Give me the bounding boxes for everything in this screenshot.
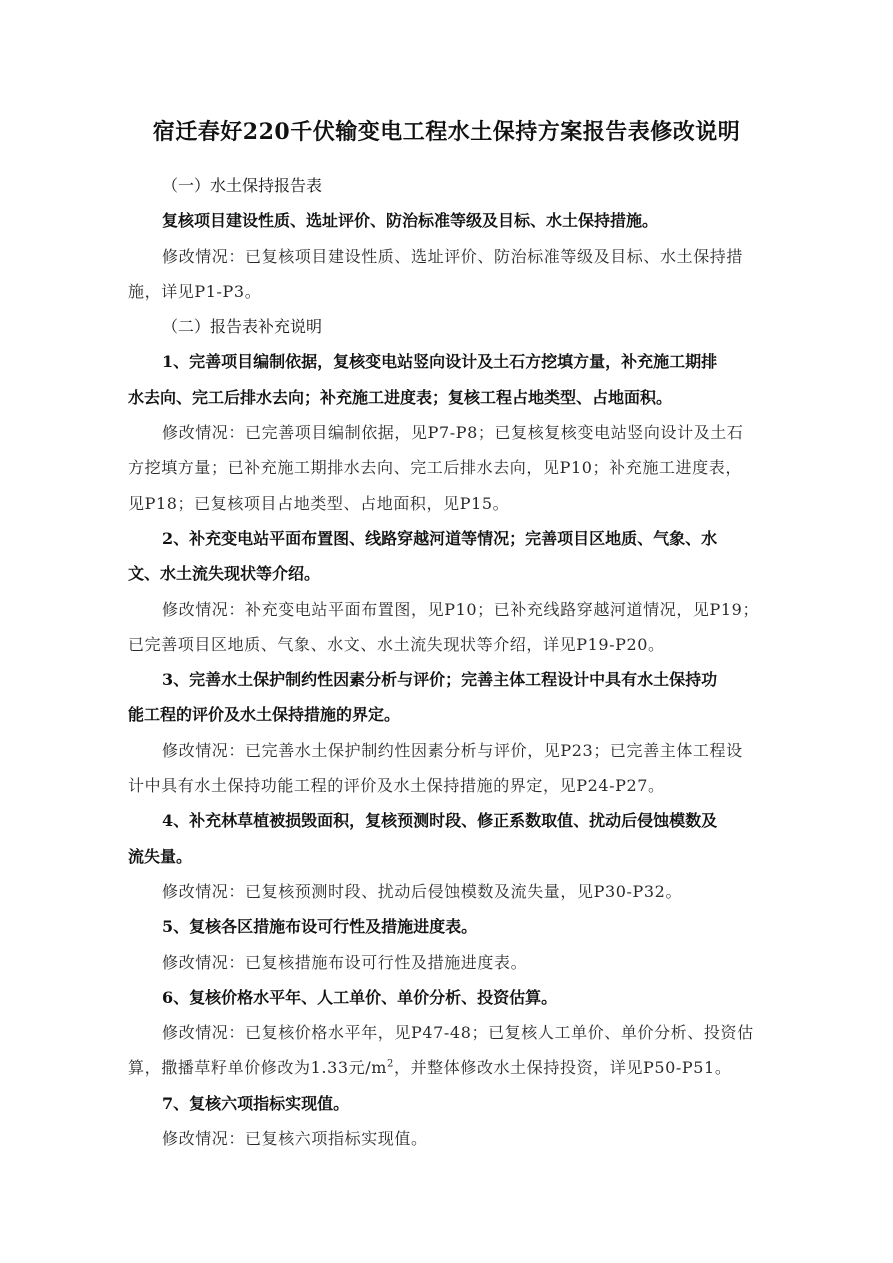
document-title: 宿迁春好220千伏输变电工程水土保持方案报告表修改说明	[152, 119, 741, 145]
revision-item-4: 修改情况：已复核预测时段、扰动后侵蚀模数及流失量，见P30-P32。	[162, 881, 683, 901]
requirement-item-1	[128, 344, 778, 415]
revision-item-7: 修改情况：已复核六项指标实现值。	[162, 1129, 428, 1149]
revision-item-2	[128, 592, 778, 663]
requirement-item-5: 5、复核各区措施布设可行性及措施进度表。	[162, 917, 478, 937]
requirement-item-1-line-1: 1、完善项目编制依据，复核变电站竖向设计及土石方挖填方量，补充施工期排	[162, 352, 718, 372]
revision-item-3-line-2: 计中具有水土保持功能工程的评价及水土保持措施的界定，见P24-P27。	[128, 776, 665, 796]
requirement-item-2	[128, 521, 778, 592]
revision-item-1	[128, 415, 778, 521]
revision-item-1-line-1: 修改情况：已完善项目编制依据，见P7-P8；已复核复核变电站竖向设计及土石	[162, 423, 744, 443]
requirement-item-3-line-1: 3、完善水土保护制约性因素分析与评价；完善主体工程设计中具有水土保持功	[162, 670, 718, 690]
requirement-item-4	[128, 803, 778, 874]
revision-item-1-line-2: 方挖填方量；已补充施工期排水去向、完工后排水去向，见P10；补充施工进度表，	[128, 458, 742, 478]
requirement-item-2-line-1: 2、补充变电站平面布置图、线路穿越河道等情况；完善项目区地质、气象、水	[162, 528, 718, 548]
revision-s1-line-2: 施，详见P1-P3。	[128, 281, 262, 301]
revision-item-6-line-2-a: 算，撒播草籽单价修改为1.33元/m	[128, 1058, 387, 1078]
revision-item-1-line-3: 见P18；已复核项目占地类型、占地面积，见P15。	[128, 493, 510, 513]
revision-item-6-line-2-b: ，并整体修改水土保持投资，详见P50-P51。	[393, 1058, 732, 1078]
section-heading-1: （一）水土保持报告表	[162, 176, 323, 195]
requirement-item-4-line-2: 流失量。	[128, 846, 193, 866]
requirement-s1: 复核项目建设性质、选址评价、防治标准等级及目标、水土保持措施。	[162, 211, 659, 231]
requirement-item-7: 7、复核六项指标实现值。	[162, 1093, 350, 1113]
requirement-item-3-line-2: 能工程的评价及水土保持措施的界定。	[128, 705, 401, 725]
requirement-item-4-line-1: 4、补充林草植被损毁面积，复核预测时段、修正系数取值、扰动后侵蚀模数及	[162, 811, 718, 831]
requirement-item-3	[128, 662, 778, 733]
revision-item-5: 修改情况：已复核措施布设可行性及措施进度表。	[162, 952, 528, 972]
document-body	[128, 168, 778, 1156]
section-heading-2: （二）报告表补充说明	[162, 317, 323, 337]
revision-item-6	[128, 1015, 778, 1086]
revision-item-2-line-2: 已完善项目区地质、气象、水文、水土流失现状等介绍，详见P19-P20。	[128, 634, 665, 654]
revision-item-6-line-1: 修改情况：已复核价格水平年，见P47-48；已复核人工单价、单价分析、投资估	[162, 1023, 754, 1043]
revision-s1-line-1: 修改情况：已复核项目建设性质、选址评价、防治标准等级及目标、水土保持措	[162, 246, 744, 266]
requirement-item-6: 6、复核价格水平年、人工单价、单价分析、投资估算。	[162, 987, 558, 1007]
revision-s1	[128, 239, 778, 310]
revision-item-3-line-1: 修改情况：已完善水土保护制约性因素分析与评价，见P23；已完善主体工程设	[162, 740, 743, 760]
unit-superscript: 2	[387, 1059, 394, 1071]
requirement-item-1-line-2: 水去向、完工后排水去向；补充施工进度表；复核工程占地类型、占地面积。	[128, 387, 673, 407]
revision-item-6-line-2	[128, 1050, 778, 1085]
requirement-item-2-line-2: 文、水土流失现状等介绍。	[128, 564, 321, 584]
revision-item-3	[128, 733, 778, 804]
revision-item-2-line-1: 修改情况：补充变电站平面布置图，见P10；已补充线路穿越河道情况，见P19；	[162, 599, 760, 619]
